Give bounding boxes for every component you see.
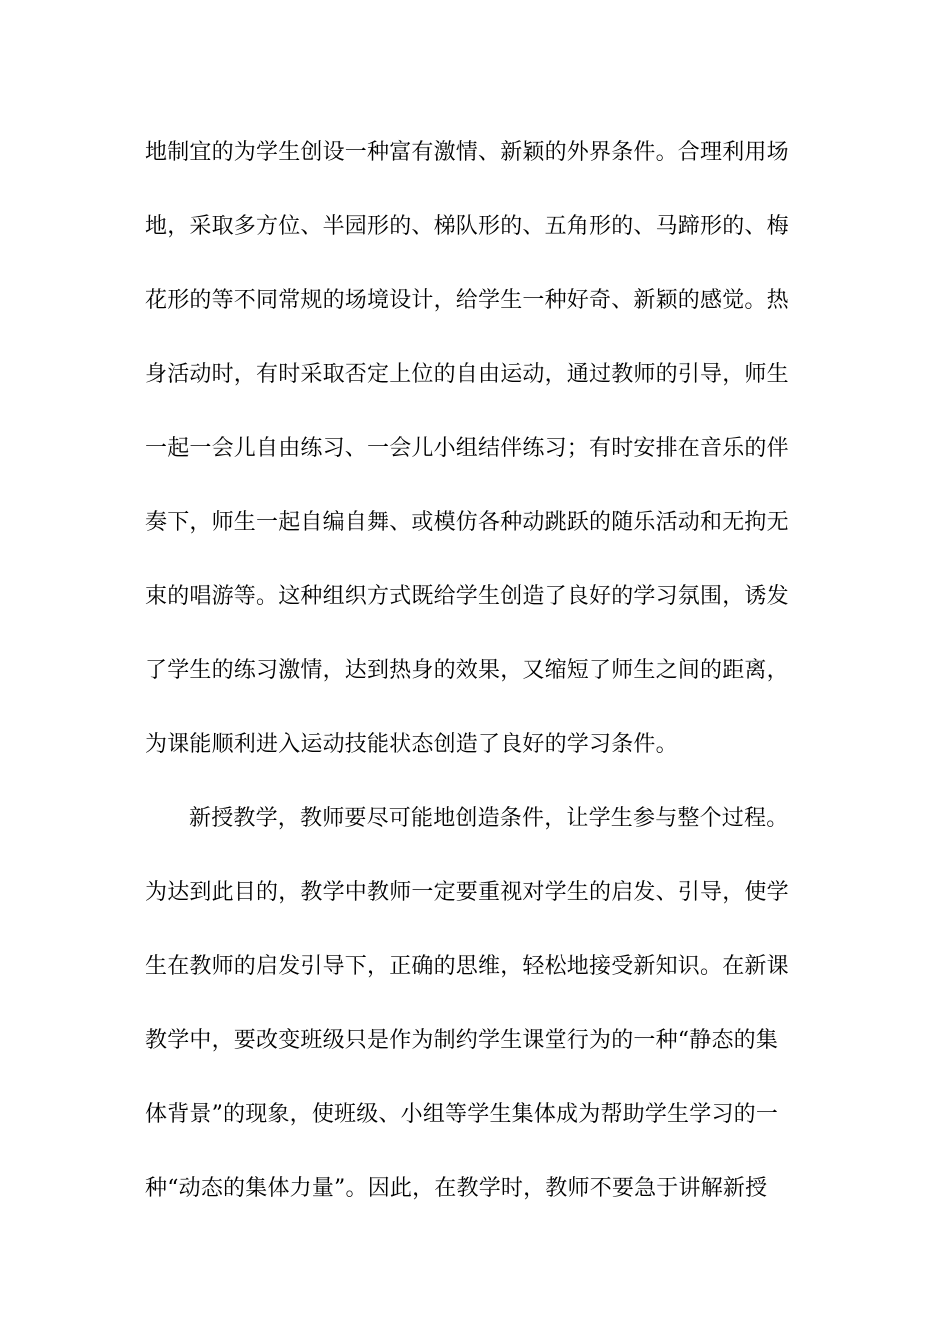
text-line: 束的唱游等。这种组织方式既给学生创造了良好的学习氛围，诱发 <box>145 584 789 609</box>
text-line: 地制宜的为学生创设一种富有激情、新颖的外界条件。合理利用场 <box>145 140 789 165</box>
text-line: 花形的等不同常规的场境设计，给学生一种好奇、新颖的感觉。热 <box>145 288 789 313</box>
text-line: 为课能顺利进入运动技能状态创造了良好的学习条件。 <box>145 732 678 757</box>
text-line: 地，采取多方位、半园形的、梯队形的、五角形的、马蹄形的、梅 <box>145 214 789 239</box>
text-line: 为达到此目的，教学中教师一定要重视对学生的启发、引导，使学 <box>145 880 789 905</box>
text-line: 种“动态的集体力量”。因此，在教学时，教师不要急于讲解新授 <box>145 1176 768 1201</box>
text-line: 一起一会儿自由练习、一会儿小组结伴练习；有时安排在音乐的伴 <box>145 436 789 461</box>
body-text <box>145 131 810 1241</box>
text-line: 体背景”的现象，使班级、小组等学生集体成为帮助学生学习的一 <box>145 1102 779 1127</box>
text-line: 奏下，师生一起自编自舞、或模仿各种动跳跃的随乐活动和无拘无 <box>145 510 789 535</box>
text-line: 身活动时，有时采取否定上位的自由运动，通过教师的引导，师生 <box>145 362 789 387</box>
paragraph-first-line: 新授教学，教师要尽可能地创造条件，让学生参与整个过程。 <box>189 806 789 831</box>
text-line: 了学生的练习激情，达到热身的效果，又缩短了师生之间的距离， <box>145 658 789 683</box>
text-line: 生在教师的启发引导下，正确的思维，轻松地接受新知识。在新课 <box>145 954 789 979</box>
text-line: 教学中，要改变班级只是作为制约学生课堂行为的一种“静态的集 <box>145 1028 779 1053</box>
